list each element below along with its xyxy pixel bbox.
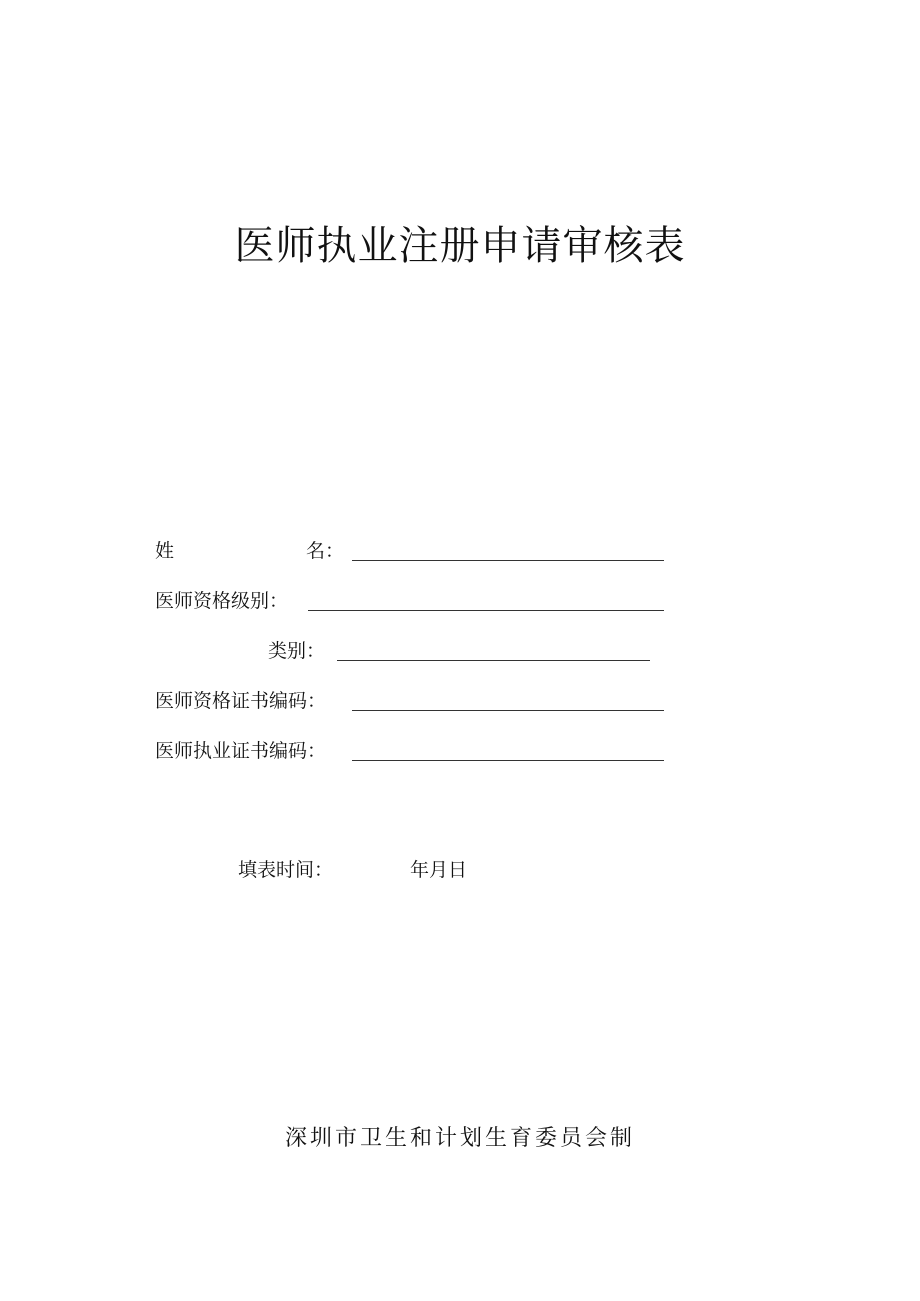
field-qualification-level-blank[interactable] [308,610,664,611]
fill-date-units: 年月日 [410,859,468,881]
field-qualification-cert-label: 医师资格证书编码： [155,690,327,712]
field-practice-cert-blank[interactable] [352,760,664,761]
field-name-label-first: 姓 [155,540,175,562]
fill-date-label: 填表时间： [238,859,334,881]
field-practice-cert-row [0,736,920,766]
field-category-blank[interactable] [337,660,650,661]
field-qualification-level-row [0,586,920,616]
field-category-label: 类别： [268,640,326,662]
field-name-row [0,536,920,566]
field-name-label-second: 名： [306,540,345,562]
form-title: 医师执业注册申请审核表 [234,223,686,269]
field-category-row [0,636,920,666]
field-practice-cert-label: 医师执业证书编码： [155,740,327,762]
field-qualification-cert-row [0,686,920,716]
field-qualification-cert-blank[interactable] [352,710,664,711]
issuer-footer: 深圳市卫生和计划生育委员会制 [284,1126,635,1151]
fill-date-row [0,855,920,885]
field-name-blank[interactable] [352,560,664,561]
field-qualification-level-label: 医师资格级别： [155,590,289,612]
